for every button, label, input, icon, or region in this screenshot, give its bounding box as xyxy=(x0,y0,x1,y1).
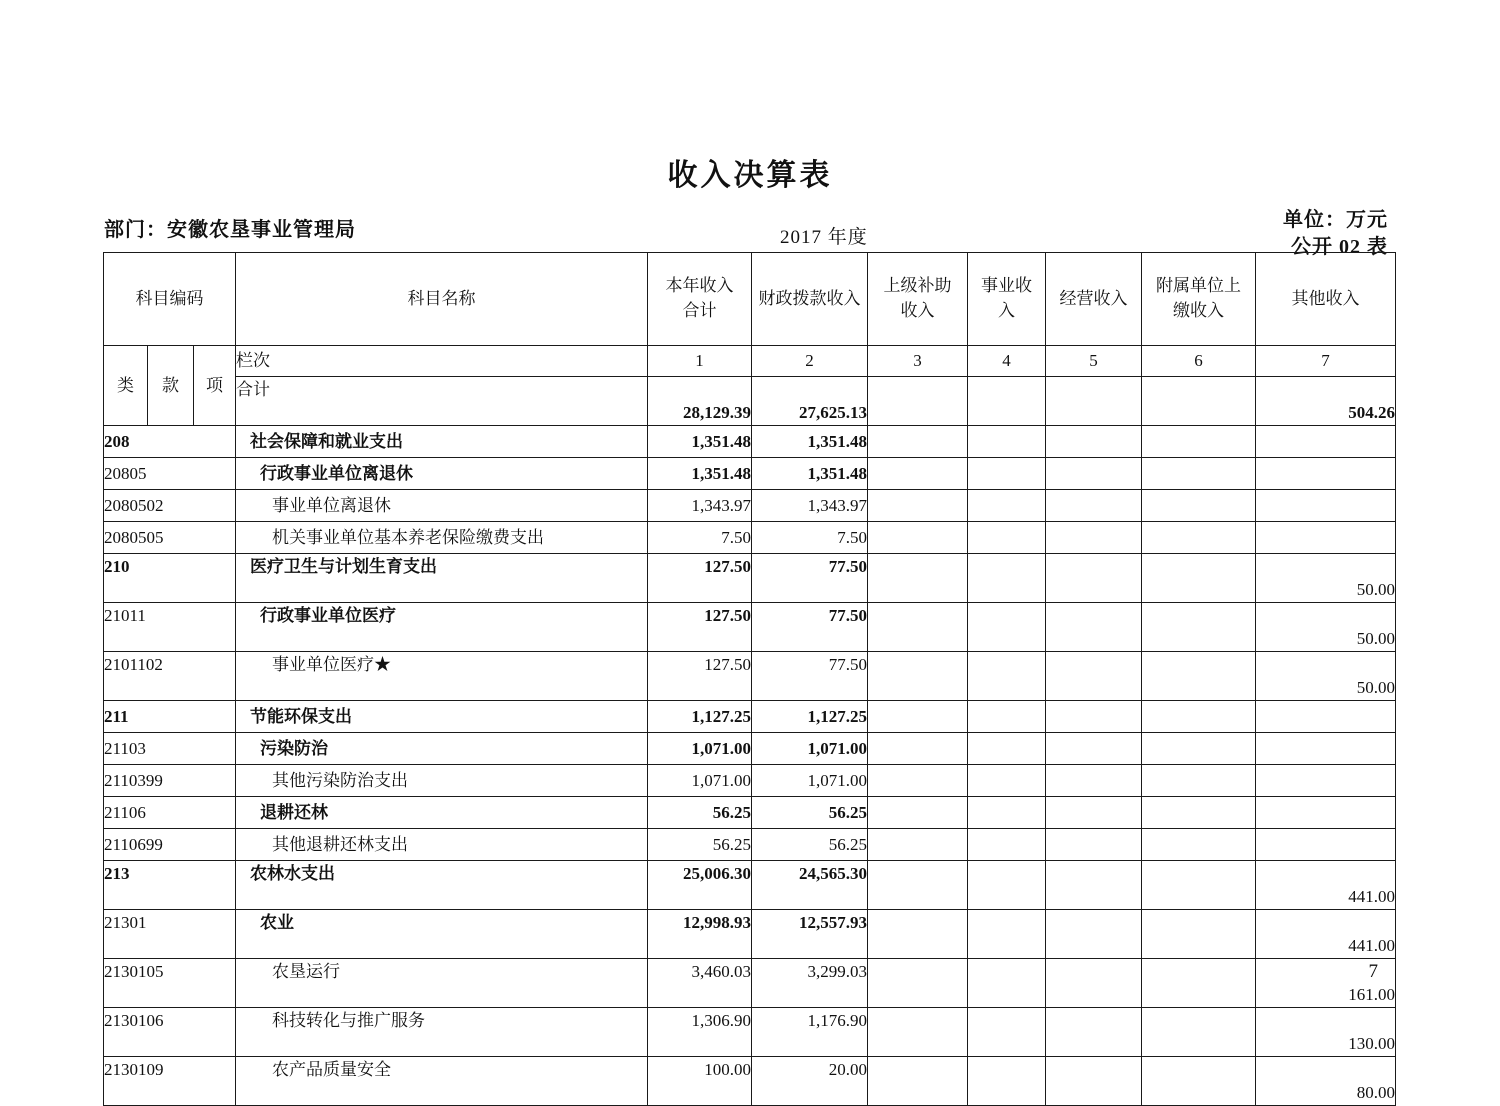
cell-subject-code: 21301 xyxy=(104,910,236,959)
cell-other-income: 50.00 xyxy=(1256,603,1396,652)
cell-superior-subsidy xyxy=(868,797,968,829)
cell-superior-subsidy xyxy=(868,603,968,652)
cell-fiscal-appropriation: 7.50 xyxy=(752,522,868,554)
cell-subject-name: 机关事业单位基本养老保险缴费支出 xyxy=(236,522,648,554)
cell-subject-name: 其他退耕还林支出 xyxy=(236,829,648,861)
table-row xyxy=(104,910,1396,959)
header-col-business-income: 事业收 入 xyxy=(968,253,1046,346)
cell-business-income xyxy=(968,458,1046,490)
header-col-this-year-total: 本年收入 合计 xyxy=(648,253,752,346)
cell-fiscal-appropriation: 77.50 xyxy=(752,554,868,603)
cell-subordinate-remittance xyxy=(1142,426,1256,458)
cell-subject-code: 21011 xyxy=(104,603,236,652)
cell-this-year-total: 3,460.03 xyxy=(648,959,752,1008)
cell-this-year-total: 56.25 xyxy=(648,829,752,861)
cell-other-income xyxy=(1256,458,1396,490)
table-row xyxy=(104,1008,1396,1057)
cell-fiscal-appropriation: 77.50 xyxy=(752,603,868,652)
header-col-fiscal-appropriation: 财政拨款收入 xyxy=(752,253,868,346)
table-row xyxy=(104,1057,1396,1106)
cell-fiscal-appropriation: 1,176.90 xyxy=(752,1008,868,1057)
cell-business-income xyxy=(968,1057,1046,1106)
total-superior-subsidy xyxy=(868,377,968,426)
cell-business-income xyxy=(968,701,1046,733)
cell-subject-name: 行政事业单位离退休 xyxy=(236,458,648,490)
cell-this-year-total: 100.00 xyxy=(648,1057,752,1106)
cell-business-income xyxy=(968,426,1046,458)
cell-business-income xyxy=(968,522,1046,554)
cell-subject-name: 社会保障和就业支出 xyxy=(236,426,648,458)
cell-subject-name: 其他污染防治支出 xyxy=(236,765,648,797)
cell-superior-subsidy xyxy=(868,652,968,701)
cell-business-income xyxy=(968,554,1046,603)
cell-operating-income xyxy=(1046,861,1142,910)
total-this-year-total: 28,129.39 xyxy=(648,377,752,426)
header-col-operating-income: 经营收入 xyxy=(1046,253,1142,346)
table-row xyxy=(104,733,1396,765)
header-code-item: 项 xyxy=(194,346,236,426)
cell-fiscal-appropriation: 1,071.00 xyxy=(752,733,868,765)
cell-fiscal-appropriation: 20.00 xyxy=(752,1057,868,1106)
cell-subject-name: 农产品质量安全 xyxy=(236,1057,648,1106)
cell-business-income xyxy=(968,959,1046,1008)
cell-subordinate-remittance xyxy=(1142,733,1256,765)
cell-superior-subsidy xyxy=(868,1008,968,1057)
cell-business-income xyxy=(968,652,1046,701)
cell-subject-name: 农林水支出 xyxy=(236,861,648,910)
header-col-other-income: 其他收入 xyxy=(1256,253,1396,346)
cell-this-year-total: 1,071.00 xyxy=(648,733,752,765)
cell-fiscal-appropriation: 12,557.93 xyxy=(752,910,868,959)
cell-operating-income xyxy=(1046,701,1142,733)
cell-this-year-total: 1,351.48 xyxy=(648,458,752,490)
cell-superior-subsidy xyxy=(868,765,968,797)
cell-this-year-total: 25,006.30 xyxy=(648,861,752,910)
total-row-label: 合计 xyxy=(236,377,648,426)
cell-subject-code: 2130109 xyxy=(104,1057,236,1106)
table-row xyxy=(104,797,1396,829)
cell-subordinate-remittance xyxy=(1142,458,1256,490)
cell-operating-income xyxy=(1046,797,1142,829)
cell-business-income xyxy=(968,765,1046,797)
cell-business-income xyxy=(968,1008,1046,1057)
cell-fiscal-appropriation: 24,565.30 xyxy=(752,861,868,910)
cell-operating-income xyxy=(1046,1057,1142,1106)
cell-operating-income xyxy=(1046,765,1142,797)
cell-subject-code: 2130106 xyxy=(104,1008,236,1057)
cell-subordinate-remittance xyxy=(1142,1057,1256,1106)
cell-superior-subsidy xyxy=(868,522,968,554)
page-number: 7 xyxy=(1368,961,1378,982)
header-code-section: 款 xyxy=(148,346,194,426)
cell-subordinate-remittance xyxy=(1142,959,1256,1008)
cell-subject-code: 2110699 xyxy=(104,829,236,861)
header-col-superior-subsidy: 上级补助 收入 xyxy=(868,253,968,346)
cell-subject-code: 2110399 xyxy=(104,765,236,797)
cell-subject-code: 2080505 xyxy=(104,522,236,554)
cell-operating-income xyxy=(1046,959,1142,1008)
table-row xyxy=(104,861,1396,910)
table-row xyxy=(104,426,1396,458)
cell-other-income: 130.00 xyxy=(1256,1008,1396,1057)
cell-superior-subsidy xyxy=(868,458,968,490)
header-code-class: 类 xyxy=(104,346,148,426)
cell-subject-code: 20805 xyxy=(104,458,236,490)
cell-subject-code: 21106 xyxy=(104,797,236,829)
cell-superior-subsidy xyxy=(868,733,968,765)
cell-subject-name: 科技转化与推广服务 xyxy=(236,1008,648,1057)
total-business-income xyxy=(968,377,1046,426)
cell-superior-subsidy xyxy=(868,829,968,861)
cell-other-income: 50.00 xyxy=(1256,652,1396,701)
cell-operating-income xyxy=(1046,458,1142,490)
header-col-subordinate-remittance: 附属单位上 缴收入 xyxy=(1142,253,1256,346)
total-fiscal-appropriation: 27,625.13 xyxy=(752,377,868,426)
cell-other-income xyxy=(1256,733,1396,765)
page-title: 收入决算表 xyxy=(667,159,833,192)
cell-operating-income xyxy=(1046,522,1142,554)
table-total-row xyxy=(104,377,1396,426)
cell-superior-subsidy xyxy=(868,1057,968,1106)
cell-subordinate-remittance xyxy=(1142,765,1256,797)
cell-fiscal-appropriation: 56.25 xyxy=(752,797,868,829)
cell-fiscal-appropriation: 1,127.25 xyxy=(752,701,868,733)
cell-operating-income xyxy=(1046,603,1142,652)
table-row xyxy=(104,458,1396,490)
department-label: 部门：安徽农垦事业管理局 xyxy=(104,219,356,241)
cell-subject-name: 医疗卫生与计划生育支出 xyxy=(236,554,648,603)
cell-other-income xyxy=(1256,490,1396,522)
cell-subordinate-remittance xyxy=(1142,797,1256,829)
cell-subject-name: 农业 xyxy=(236,910,648,959)
cell-other-income: 80.00 xyxy=(1256,1057,1396,1106)
cell-subject-code: 210 xyxy=(104,554,236,603)
table-row xyxy=(104,554,1396,603)
cell-fiscal-appropriation: 3,299.03 xyxy=(752,959,868,1008)
cell-fiscal-appropriation: 1,343.97 xyxy=(752,490,868,522)
cell-business-income xyxy=(968,490,1046,522)
form-number-label: 公开 02 表 xyxy=(1291,236,1388,258)
cell-subject-code: 2101102 xyxy=(104,652,236,701)
cell-fiscal-appropriation: 1,351.48 xyxy=(752,458,868,490)
table-row xyxy=(104,603,1396,652)
cell-operating-income xyxy=(1046,426,1142,458)
cell-subject-code: 21103 xyxy=(104,733,236,765)
cell-other-income: 50.00 xyxy=(1256,554,1396,603)
cell-other-income: 161.00 xyxy=(1256,959,1396,1008)
income-final-accounts-table xyxy=(103,252,1396,1106)
header-subject-name: 科目名称 xyxy=(236,253,648,346)
cell-superior-subsidy xyxy=(868,426,968,458)
cell-other-income: 441.00 xyxy=(1256,910,1396,959)
cell-business-income xyxy=(968,603,1046,652)
cell-subject-name: 事业单位离退休 xyxy=(236,490,648,522)
column-number-2: 2 xyxy=(752,346,868,377)
cell-operating-income xyxy=(1046,490,1142,522)
cell-subordinate-remittance xyxy=(1142,701,1256,733)
cell-other-income xyxy=(1256,797,1396,829)
cell-this-year-total: 12,998.93 xyxy=(648,910,752,959)
table-row xyxy=(104,701,1396,733)
cell-subordinate-remittance xyxy=(1142,554,1256,603)
cell-subordinate-remittance xyxy=(1142,603,1256,652)
cell-subordinate-remittance xyxy=(1142,829,1256,861)
header-lanci-label: 栏次 xyxy=(236,346,648,377)
unit-label: 单位：万元 xyxy=(1283,209,1388,231)
total-other-income: 504.26 xyxy=(1256,377,1396,426)
table-row xyxy=(104,765,1396,797)
cell-superior-subsidy xyxy=(868,959,968,1008)
cell-business-income xyxy=(968,733,1046,765)
header-code-group: 科目编码 xyxy=(104,253,236,346)
cell-fiscal-appropriation: 77.50 xyxy=(752,652,868,701)
column-number-3: 3 xyxy=(868,346,968,377)
table-row xyxy=(104,490,1396,522)
cell-this-year-total: 1,306.90 xyxy=(648,1008,752,1057)
column-number-5: 5 xyxy=(1046,346,1142,377)
cell-subject-name: 事业单位医疗★ xyxy=(236,652,648,701)
cell-subordinate-remittance xyxy=(1142,490,1256,522)
cell-subject-code: 213 xyxy=(104,861,236,910)
table-row xyxy=(104,829,1396,861)
column-number-7: 7 xyxy=(1256,346,1396,377)
cell-subordinate-remittance xyxy=(1142,910,1256,959)
table-header-row xyxy=(104,253,1396,346)
cell-operating-income xyxy=(1046,829,1142,861)
total-operating-income xyxy=(1046,377,1142,426)
cell-this-year-total: 127.50 xyxy=(648,554,752,603)
cell-superior-subsidy xyxy=(868,490,968,522)
cell-superior-subsidy xyxy=(868,554,968,603)
table-body xyxy=(104,426,1396,1106)
cell-other-income xyxy=(1256,829,1396,861)
cell-this-year-total: 1,071.00 xyxy=(648,765,752,797)
table-subheader-row xyxy=(104,346,1396,377)
cell-subject-name: 退耕还林 xyxy=(236,797,648,829)
cell-this-year-total: 56.25 xyxy=(648,797,752,829)
cell-other-income xyxy=(1256,426,1396,458)
cell-subject-code: 211 xyxy=(104,701,236,733)
cell-subject-name: 污染防治 xyxy=(236,733,648,765)
cell-fiscal-appropriation: 1,351.48 xyxy=(752,426,868,458)
cell-subject-name: 行政事业单位医疗 xyxy=(236,603,648,652)
cell-operating-income xyxy=(1046,733,1142,765)
cell-superior-subsidy xyxy=(868,701,968,733)
cell-subject-name: 农垦运行 xyxy=(236,959,648,1008)
cell-business-income xyxy=(968,861,1046,910)
cell-this-year-total: 1,343.97 xyxy=(648,490,752,522)
cell-this-year-total: 7.50 xyxy=(648,522,752,554)
cell-subordinate-remittance xyxy=(1142,652,1256,701)
cell-superior-subsidy xyxy=(868,861,968,910)
cell-subordinate-remittance xyxy=(1142,1008,1256,1057)
total-subordinate-remittance xyxy=(1142,377,1256,426)
cell-business-income xyxy=(968,910,1046,959)
cell-other-income xyxy=(1256,701,1396,733)
cell-fiscal-appropriation: 1,071.00 xyxy=(752,765,868,797)
cell-subject-code: 2080502 xyxy=(104,490,236,522)
cell-operating-income xyxy=(1046,652,1142,701)
cell-subject-code: 2130105 xyxy=(104,959,236,1008)
cell-subject-name: 节能环保支出 xyxy=(236,701,648,733)
cell-this-year-total: 1,127.25 xyxy=(648,701,752,733)
cell-operating-income xyxy=(1046,1008,1142,1057)
cell-superior-subsidy xyxy=(868,910,968,959)
cell-this-year-total: 127.50 xyxy=(648,603,752,652)
table-row xyxy=(104,652,1396,701)
column-number-1: 1 xyxy=(648,346,752,377)
cell-operating-income xyxy=(1046,554,1142,603)
cell-business-income xyxy=(968,829,1046,861)
year-label: 2017 年度 xyxy=(780,227,868,248)
cell-operating-income xyxy=(1046,910,1142,959)
cell-subordinate-remittance xyxy=(1142,861,1256,910)
column-number-6: 6 xyxy=(1142,346,1256,377)
cell-other-income xyxy=(1256,522,1396,554)
cell-this-year-total: 1,351.48 xyxy=(648,426,752,458)
table-row xyxy=(104,959,1396,1008)
cell-other-income xyxy=(1256,765,1396,797)
table-row xyxy=(104,522,1396,554)
column-number-4: 4 xyxy=(968,346,1046,377)
cell-subject-code: 208 xyxy=(104,426,236,458)
cell-other-income: 441.00 xyxy=(1256,861,1396,910)
cell-subordinate-remittance xyxy=(1142,522,1256,554)
cell-this-year-total: 127.50 xyxy=(648,652,752,701)
cell-business-income xyxy=(968,797,1046,829)
cell-fiscal-appropriation: 56.25 xyxy=(752,829,868,861)
